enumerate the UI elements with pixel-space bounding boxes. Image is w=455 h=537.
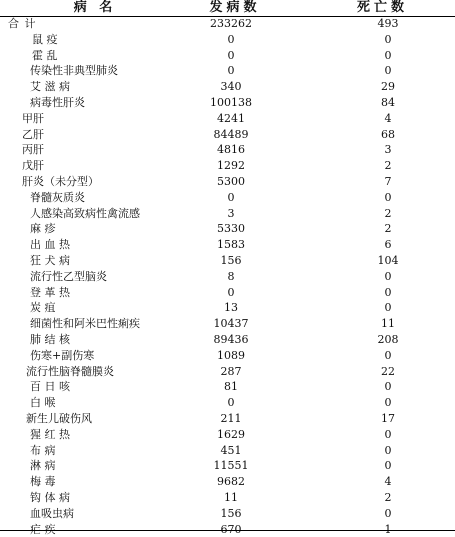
table-row [0,221,455,237]
table-row [0,269,455,285]
disease-name: 人感染高致病性禽流感 [30,206,140,222]
disease-name: 疟 疾 [30,522,56,537]
death-count: 208 [368,332,408,348]
disease-name: 麻 疹 [30,221,56,237]
table-row [0,253,455,269]
disease-name: 流行性脑脊髓膜炎 [26,364,114,380]
death-count: 2 [368,158,408,174]
table-row [0,395,455,411]
death-count: 22 [368,364,408,380]
case-count: 233262 [206,16,256,32]
disease-name: 百 日 咳 [30,379,70,395]
case-count: 89436 [206,332,256,348]
case-count: 451 [206,443,256,459]
case-count: 11 [206,490,256,506]
death-count: 2 [368,206,408,222]
case-count: 1292 [206,158,256,174]
case-count: 3 [206,206,256,222]
death-count: 0 [368,443,408,459]
disease-name: 脊髓灰质炎 [30,190,85,206]
table-row [0,443,455,459]
disease-name: 登 革 热 [30,285,70,301]
disease-name: 狂 犬 病 [30,253,70,269]
table-row [0,427,455,443]
death-count: 0 [368,458,408,474]
table-row [0,379,455,395]
table-row [0,316,455,332]
disease-name: 丙肝 [22,142,44,158]
disease-name: 合 计 [8,16,37,32]
header-cases: 发病数 [175,0,295,16]
death-count: 2 [368,221,408,237]
case-count: 8 [206,269,256,285]
death-count: 0 [368,395,408,411]
case-count: 4241 [206,111,256,127]
death-count: 7 [368,174,408,190]
table-row [0,285,455,301]
disease-name: 细菌性和阿米巴性痢疾 [30,316,140,332]
case-count: 84489 [206,127,256,143]
case-count: 670 [206,522,256,537]
case-count: 156 [206,253,256,269]
disease-name: 霍 乱 [32,48,58,64]
table-body [0,16,455,537]
case-count: 4816 [206,142,256,158]
disease-name: 炭 疽 [30,300,56,316]
table-row [0,364,455,380]
disease-name: 病毒性肝炎 [30,95,85,111]
case-count: 10437 [206,316,256,332]
table-row [0,332,455,348]
death-count: 0 [368,269,408,285]
disease-name: 白 喉 [30,395,56,411]
death-count: 3 [368,142,408,158]
death-count: 0 [368,48,408,64]
death-count: 2 [368,490,408,506]
death-count: 84 [368,95,408,111]
case-count: 13 [206,300,256,316]
header-disease-name: 病 名 [40,0,150,16]
case-count: 340 [206,79,256,95]
death-count: 0 [368,32,408,48]
case-count: 0 [206,395,256,411]
disease-name: 梅 毒 [30,474,56,490]
disease-name: 鼠 疫 [32,32,58,48]
disease-name: 钩 体 病 [30,490,70,506]
case-count: 211 [206,411,256,427]
table-row [0,63,455,79]
table-row [0,79,455,95]
case-count: 0 [206,48,256,64]
death-count: 1 [368,522,408,537]
case-count: 0 [206,285,256,301]
disease-name: 甲肝 [22,111,44,127]
death-count: 29 [368,79,408,95]
table-row [0,237,455,253]
table-row [0,490,455,506]
disease-name: 布 病 [30,443,56,459]
case-count: 5300 [206,174,256,190]
case-count: 1583 [206,237,256,253]
disease-name: 新生儿破伤风 [26,411,92,427]
case-count: 287 [206,364,256,380]
death-count: 0 [368,63,408,79]
disease-name: 传染性非典型肺炎 [30,63,118,79]
disease-name: 流行性乙型脑炎 [30,269,107,285]
disease-name: 血吸虫病 [30,506,74,522]
death-count: 17 [368,411,408,427]
disease-name: 猩 红 热 [30,427,70,443]
death-count: 0 [368,348,408,364]
disease-name: 淋 病 [30,458,56,474]
case-count: 81 [206,379,256,395]
death-count: 0 [368,427,408,443]
case-count: 11551 [206,458,256,474]
disease-name: 出 血 热 [30,237,70,253]
table-row [0,127,455,143]
table-row [0,506,455,522]
case-count: 0 [206,32,256,48]
death-count: 0 [368,379,408,395]
disease-name: 乙肝 [22,127,44,143]
death-count: 493 [368,16,408,32]
death-count: 6 [368,237,408,253]
death-count: 11 [368,316,408,332]
table-row [0,190,455,206]
death-count: 0 [368,285,408,301]
case-count: 1089 [206,348,256,364]
case-count: 9682 [206,474,256,490]
disease-name: 艾 滋 病 [30,79,70,95]
table-row [0,16,455,32]
disease-name: 戊肝 [22,158,44,174]
table-row [0,32,455,48]
disease-name: 伤寒+副伤寒 [30,348,94,364]
table-row [0,174,455,190]
table-row [0,206,455,222]
disease-name: 肝炎（未分型） [22,174,99,190]
table-row [0,142,455,158]
table-row [0,95,455,111]
case-count: 1629 [206,427,256,443]
case-count: 156 [206,506,256,522]
case-count: 0 [206,63,256,79]
case-count: 100138 [206,95,256,111]
table-row [0,48,455,64]
table-header [0,0,455,17]
case-count: 5330 [206,221,256,237]
death-count: 4 [368,474,408,490]
death-count: 0 [368,190,408,206]
table-row [0,158,455,174]
table-row [0,458,455,474]
death-count: 68 [368,127,408,143]
death-count: 4 [368,111,408,127]
table-row [0,111,455,127]
table-row [0,474,455,490]
table-row [0,411,455,427]
table-row [0,348,455,364]
header-deaths: 死亡数 [320,0,445,16]
table-row [0,300,455,316]
death-count: 0 [368,300,408,316]
death-count: 0 [368,506,408,522]
death-count: 104 [368,253,408,269]
disease-name: 肺 结 核 [30,332,70,348]
case-count: 0 [206,190,256,206]
